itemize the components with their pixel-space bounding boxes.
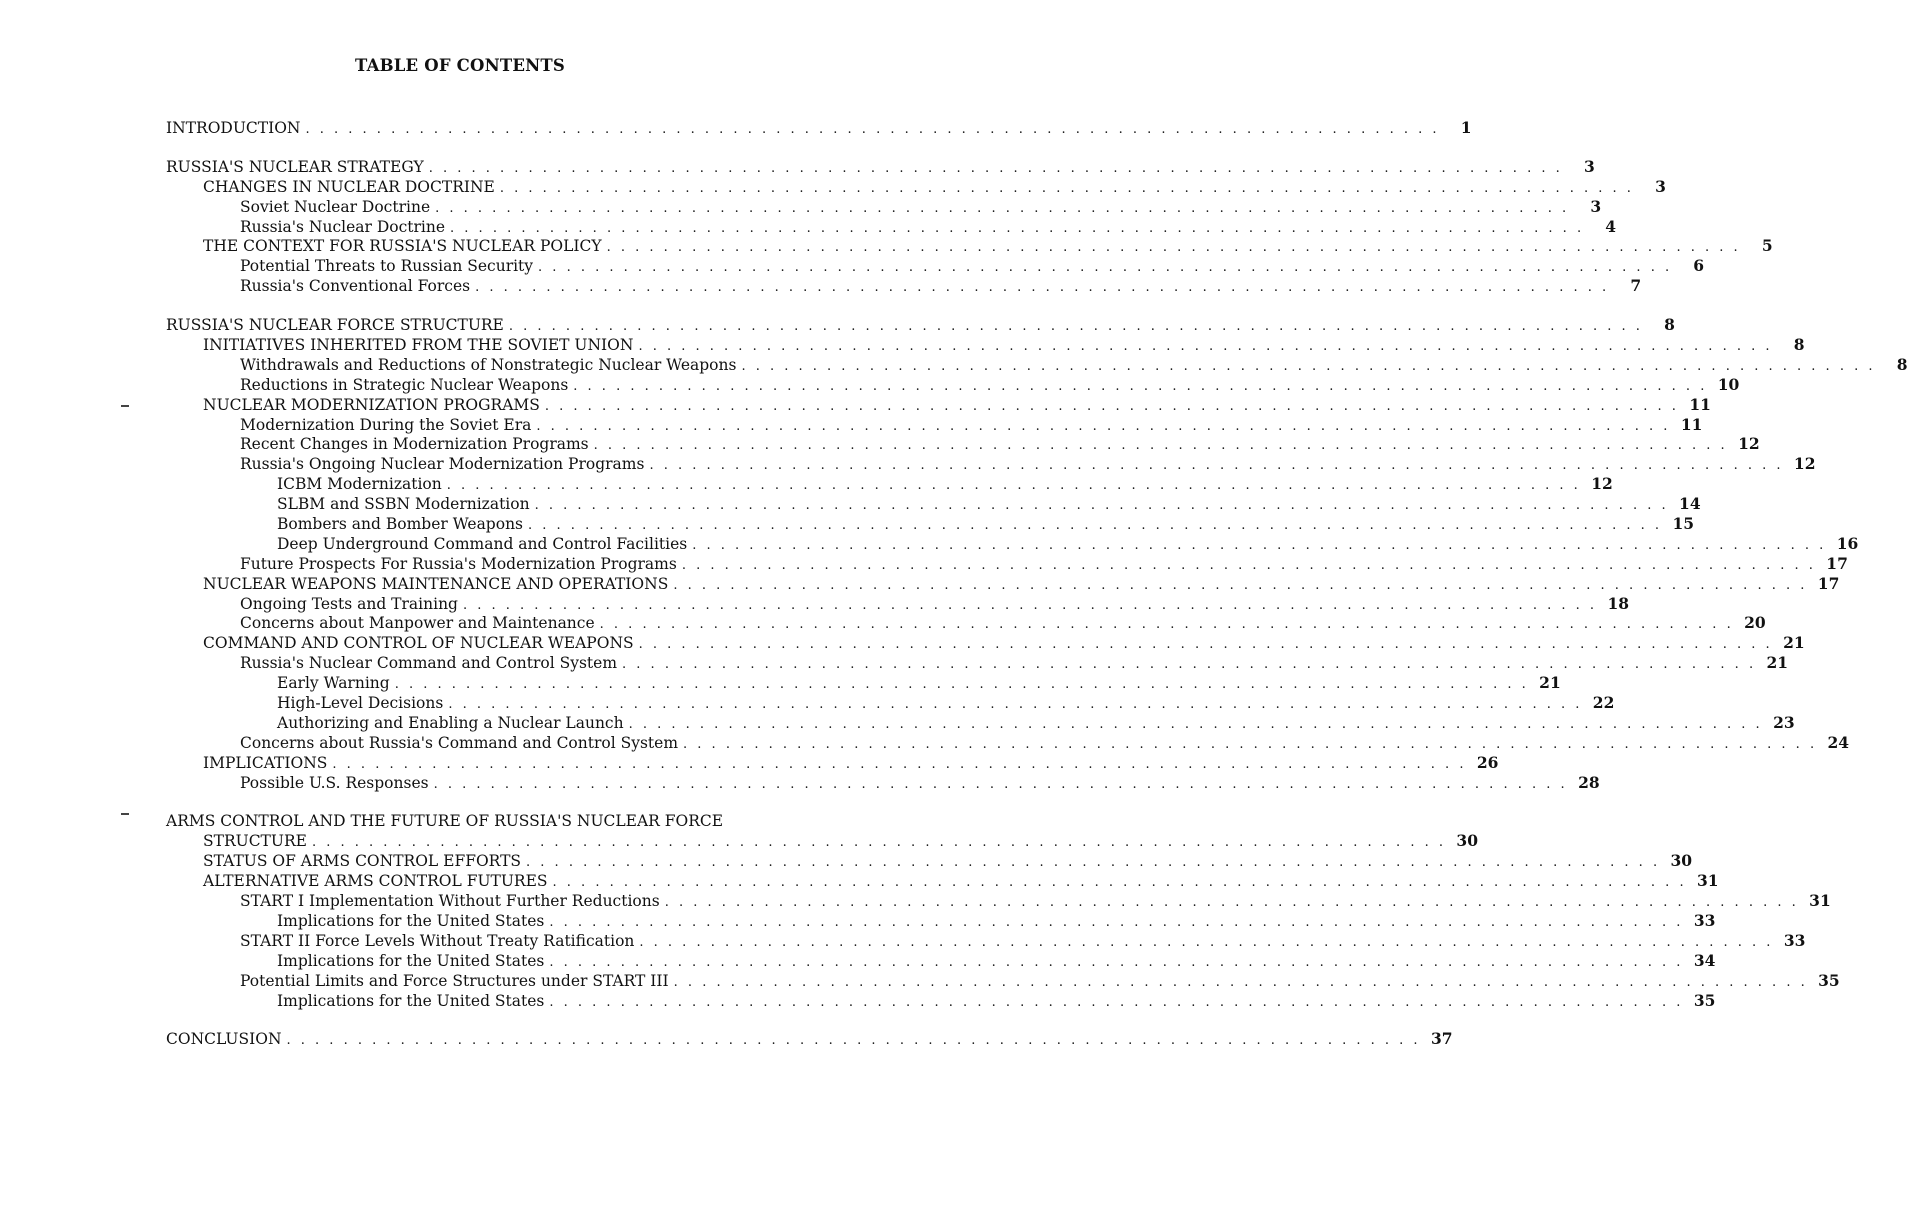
toc-entry-title: Implications for the United States — [277, 991, 545, 1010]
toc-page-number: 12 — [1793, 454, 1816, 474]
dot-leader: . . . . . . . . . . . . . . . . . . . . . . . . . . . . . . . . . . . . . . . . . . . . . . . . . . . . . . . . . . . . . . . . . . . . . . . . . . . . . . . . — [638, 339, 1773, 355]
toc-entry-title: Future Prospects For Russia's Modernization Programs — [240, 554, 677, 573]
dot-leader: . . . . . . . . . . . . . . . . . . . . . . . . . . . . . . . . . . . . . . . . . . . . . . . . . . . . . . . . . . . . . . . . . . . . . . . . . . . . . . . . — [462, 597, 1598, 613]
dot-leader: . . . . . . . . . . . . . . . . . . . . . . . . . . . . . . . . . . . . . . . . . . . . . . . . . . . . . . . . . . . . . . . . . . . . . . . . . . . . . . . . — [528, 518, 1663, 534]
dot-leader: . . . . . . . . . . . . . . . . . . . . . . . . . . . . . . . . . . . . . . . . . . . . . . . . . . . . . . . . . . . . . . . . . . . . . . . . . . . . . . . . — [606, 240, 1741, 256]
dot-leader: . . . . . . . . . . . . . . . . . . . . . . . . . . . . . . . . . . . . . . . . . . . . . . . . . . . . . . . . . . . . . . . . . . . . . . . . . . . . . . . . — [573, 378, 1708, 394]
toc-page-number: 8 — [1896, 354, 1907, 374]
toc-page-number: 31 — [1697, 871, 1719, 891]
toc-entry[interactable] — [166, 533, 1859, 554]
toc-entry[interactable] — [166, 216, 1617, 237]
dot-leader: . . . . . . . . . . . . . . . . . . . . . . . . . . . . . . . . . . . . . . . . . . . . . . . . . . . . . . . . . . . . . . . . . . . . . . . . . . . . . . . . — [673, 974, 1808, 990]
toc-entry-title: CONCLUSION — [166, 1030, 282, 1049]
toc-entry[interactable] — [166, 732, 1850, 753]
toc-page-number: 12 — [1738, 434, 1760, 454]
toc-entry-title: Possible U.S. Responses — [240, 773, 429, 792]
toc-entry-title: Potential Threats to Russian Security — [240, 257, 534, 276]
toc-page-number: 22 — [1592, 693, 1615, 713]
toc-entry[interactable] — [166, 256, 1705, 276]
toc-entry-title: COMMAND AND CONTROL OF NUCLEAR WEAPONS — [203, 634, 634, 653]
dot-leader: . . . . . . . . . . . . . . . . . . . . . . . . . . . . . . . . . . . . . . . . . . . . . . . . . . . . . . . . . . . . . . . . . . . . . . . . . . . . . . . . — [628, 716, 1763, 732]
dot-leader: . . . . . . . . . . . . . . . . . . . . . . . . . . . . . . . . . . . . . . . . . . . . . . . . . . . . . . . . . . . . . . . . . . . . . . . . . . . . . . . . — [536, 418, 1671, 434]
toc-page-number: 10 — [1717, 374, 1740, 394]
toc-entry[interactable] — [166, 871, 1719, 891]
toc-entry[interactable] — [166, 414, 1703, 435]
toc-page-number: 18 — [1607, 593, 1630, 613]
toc-page-number: 12 — [1591, 474, 1613, 494]
toc-entry-title: Russia's Ongoing Nuclear Modernization Programs — [240, 455, 645, 474]
toc-entry[interactable] — [166, 374, 1740, 395]
toc-entry[interactable] — [166, 712, 1795, 733]
section-gap — [166, 793, 780, 812]
margin-mark — [121, 405, 129, 407]
toc-entry-title: NUCLEAR WEAPONS MAINTENANCE AND OPERATIONS — [203, 574, 669, 593]
toc-page-number: 28 — [1578, 772, 1600, 792]
toc-entry-title: CHANGES IN NUCLEAR DOCTRINE — [203, 177, 495, 196]
toc-entry[interactable] — [166, 494, 1701, 514]
toc-entry[interactable] — [166, 394, 1711, 415]
toc-entry-title: ICBM Modernization — [277, 475, 442, 494]
toc-entry-title: INTRODUCTION — [166, 119, 301, 137]
dot-leader: . . . . . . . . . . . . . . . . . . . . . . . . . . . . . . . . . . . . . . . . . . . . . . . . . . . . . . . . . . . . . . . . . . . . . . . . . . . . . . . . — [475, 280, 1610, 296]
toc-entry[interactable] — [166, 553, 1848, 574]
toc-page-number: 3 — [1655, 176, 1666, 196]
toc-entry-title: RUSSIA'S NUCLEAR STRATEGY — [166, 157, 424, 176]
toc-page-number: 5 — [1761, 236, 1773, 256]
toc-entry[interactable] — [166, 454, 1816, 474]
dot-leader: . . . . . . . . . . . . . . . . . . . . . . . . . . . . . . . . . . . . . . . . . . . . . . . . . . . . . . . . . . . . . . . . . . . . . . . . . . . . . . . . — [534, 498, 1669, 514]
toc-page-number: 11 — [1689, 394, 1711, 414]
dot-leader: . . . . . . . . . . . . . . . . . . . . . . . . . . . . . . . . . . . . . . . . . . . . . . . . . . . . . . . . . . . . . . . . . . . . . . . . . . . . . . . . — [741, 358, 1876, 374]
dot-leader: . . . . . . . . . . . . . . . . . . . . . . . . . . . . . . . . . . . . . . . . . . . . . . . . . . . . . . . . . . . . . . . . . . . . . . . . . . . . . . . . — [683, 736, 1818, 752]
toc-entry[interactable] — [166, 156, 1595, 177]
section-gap — [166, 1010, 780, 1029]
toc-entry[interactable] — [166, 434, 1760, 454]
toc-entry-title: RUSSIA'S NUCLEAR FORCE STRUCTURE — [166, 316, 504, 335]
page-title: TABLE OF CONTENTS — [355, 56, 565, 75]
toc-page-number: 8 — [1664, 315, 1675, 335]
toc-page-number: 21 — [1766, 653, 1789, 673]
toc-entry[interactable] — [166, 196, 1602, 217]
dot-leader: . . . . . . . . . . . . . . . . . . . . . . . . . . . . . . . . . . . . . . . . . . . . . . . . . . . . . . . . . . . . . . . . . . . . . . . . . . . . . . . . — [499, 180, 1634, 196]
dot-leader: . . . . . . . . . . . . . . . . . . . . . . . . . . . . . . . . . . . . . . . . . . . . . . . . . . . . . . . . . . . . . . . . . . . . . . . . . . . . . . . . — [549, 914, 1684, 930]
dot-leader: . . . . . . . . . . . . . . . . . . . . . . . . . . . . . . . . . . . . . . . . . . . . . . . . . . . . . . . . . . . . . . . . . . . . . . . . . . . . . . . . — [446, 478, 1581, 494]
toc-entry-title: ARMS CONTROL AND THE FUTURE OF RUSSIA'S NUCLEAR FORCE — [166, 811, 724, 830]
toc-entry[interactable] — [166, 693, 1615, 713]
toc-entry[interactable] — [166, 335, 1805, 355]
toc-page-number: 17 — [1817, 573, 1840, 593]
toc-entry-title: STRUCTURE — [203, 832, 307, 851]
toc-page-number: 15 — [1672, 514, 1695, 534]
toc-entry[interactable] — [166, 990, 1716, 1011]
toc-page-number: 21 — [1539, 673, 1561, 693]
toc-page-number: 7 — [1630, 276, 1642, 296]
toc-entry[interactable] — [166, 910, 1716, 931]
dot-leader: . . . . . . . . . . . . . . . . . . . . . . . . . . . . . . . . . . . . . . . . . . . . . . . . . . . . . . . . . . . . . . . . . . . . . . . . . . . . . . . . — [681, 557, 1816, 573]
dot-leader: . . . . . . . . . . . . . . . . . . . . . . . . . . . . . . . . . . . . . . . . . . . . . . . . . . . . . . . . . . . . . . . . . . . . . . . . . . . . . . . . — [692, 537, 1827, 553]
dot-leader: . . . . . . . . . . . . . . . . . . . . . . . . . . . . . . . . . . . . . . . . . . . . . . . . . . . . . . . . . . . . . . . . . . . . . . . . . . . . . . . . — [639, 934, 1774, 950]
toc-page-number: 34 — [1693, 950, 1716, 970]
toc-entry-title: Soviet Nuclear Doctrine — [240, 197, 431, 216]
toc-entry-title: Russia's Nuclear Command and Control System — [240, 654, 618, 673]
toc-page-number: 6 — [1693, 256, 1705, 276]
margin-mark — [121, 813, 129, 815]
toc-page-number: 17 — [1826, 553, 1848, 573]
toc-page-number: 30 — [1670, 851, 1693, 871]
toc-entry[interactable] — [166, 613, 1766, 633]
toc-entry-title: Recent Changes in Modernization Programs — [240, 435, 589, 454]
toc-entry[interactable] — [166, 633, 1805, 653]
section-gap — [166, 138, 780, 157]
dot-leader: . . . . . . . . . . . . . . . . . . . . . . . . . . . . . . . . . . . . . . . . . . . . . . . . . . . . . . . . . . . . . . . . . . . . . . . . . . . . . . . . — [311, 835, 1446, 851]
dot-leader: . . . . . . . . . . . . . . . . . . . . . . . . . . . . . . . . . . . . . . . . . . . . . . . . . . . . . . . . . . . . . . . . . . . . . . . . . . . . . . . . — [538, 260, 1673, 276]
dot-leader: . . . . . . . . . . . . . . . . . . . . . . . . . . . . . . . . . . . . . . . . . . . . . . . . . . . . . . . . . . . . . . . . . . . . . . . . . . . . . . . . — [448, 697, 1583, 713]
toc-entry[interactable] — [166, 118, 1472, 138]
toc-entry[interactable] — [166, 950, 1716, 971]
dot-leader: . . . . . . . . . . . . . . . . . . . . . . . . . . . . . . . . . . . . . . . . . . . . . . . . . . . . . . . . . . . . . . . . . . . . . . . . . . . . . . . . — [332, 756, 1467, 772]
toc-entry[interactable] — [166, 474, 1613, 494]
toc-entry-title: Deep Underground Command and Control Facilities — [277, 534, 688, 553]
toc-entry-title: Russia's Nuclear Doctrine — [240, 217, 446, 236]
toc-entry-title: Modernization During the Soviet Era — [240, 415, 532, 434]
toc-page-number: 21 — [1783, 633, 1805, 653]
dot-leader: . . . . . . . . . . . . . . . . . . . . . . . . . . . . . . . . . . . . . . . . . . . . . . . . . . . . . . . . . . . . . . . . . . . . . . . . . . . . . . . . — [593, 438, 1728, 454]
dot-leader: . . . . . . . . . . . . . . . . . . . . . . . . . . . . . . . . . . . . . . . . . . . . . . . . . . . . . . . . . . . . . . . . . . . . . . . . . . . . . . . . — [664, 895, 1799, 911]
toc-entry-title: Russia's Conventional Forces — [240, 277, 471, 296]
toc-entry[interactable] — [166, 236, 1773, 256]
dot-leader: . . . . . . . . . . . . . . . . . . . . . . . . . . . . . . . . . . . . . . . . . . . . . . . . . . . . . . . . . . . . . . . . . . . . . . . . . . . . . . . . — [622, 657, 1757, 673]
dot-leader: . . . . . . . . . . . . . . . . . . . . . . . . . . . . . . . . . . . . . . . . . . . . . . . . . . . . . . . . . . . . . . . . . . . . . . . . . . . . . . . . — [305, 122, 1440, 137]
table-of-contents — [166, 118, 1907, 1049]
toc-page-number: 31 — [1809, 891, 1831, 911]
toc-page-number: 26 — [1476, 752, 1499, 772]
toc-entry-title: START II Force Levels Without Treaty Ratification — [240, 931, 635, 950]
toc-page-number: 1 — [1460, 118, 1472, 137]
toc-entry[interactable] — [166, 354, 1907, 375]
toc-entry-title: IMPLICATIONS — [203, 753, 328, 772]
toc-entry[interactable] — [166, 673, 1561, 693]
toc-entry-title: Withdrawals and Reductions of Nonstrategic Nuclear Weapons — [240, 355, 737, 374]
toc-entry[interactable] — [166, 514, 1695, 534]
toc-entry-title: Concerns about Russia's Command and Control System — [240, 733, 679, 752]
toc-entry-title: NUCLEAR MODERNIZATION PROGRAMS — [203, 395, 540, 414]
dot-leader: . . . . . . . . . . . . . . . . . . . . . . . . . . . . . . . . . . . . . . . . . . . . . . . . . . . . . . . . . . . . . . . . . . . . . . . . . . . . . . . . — [549, 954, 1684, 970]
toc-entry-title: Implications for the United States — [277, 951, 545, 970]
toc-entry-title: START I Implementation Without Further Reductions — [240, 892, 660, 911]
dot-leader: . . . . . . . . . . . . . . . . . . . . . . . . . . . . . . . . . . . . . . . . . . . . . . . . . . . . . . . . . . . . . . . . . . . . . . . . . . . . . . . . — [544, 398, 1679, 414]
toc-entry-title: INITIATIVES INHERITED FROM THE SOVIET UNION — [203, 336, 634, 355]
toc-entry-title: Reductions in Strategic Nuclear Weapons — [240, 375, 569, 394]
toc-entry[interactable] — [166, 1029, 1453, 1049]
toc-entry[interactable] — [166, 891, 1831, 911]
toc-entry-title: SLBM and SSBN Modernization — [277, 495, 530, 514]
toc-entry-title: High-Level Decisions — [277, 694, 444, 713]
toc-entry-title: Bombers and Bomber Weapons — [277, 515, 524, 534]
toc-page-number: 35 — [1693, 990, 1716, 1010]
toc-entry-title: Concerns about Manpower and Maintenance — [240, 614, 595, 633]
toc-entry[interactable] — [166, 276, 1642, 296]
toc-entry-title: ALTERNATIVE ARMS CONTROL FUTURES — [203, 872, 548, 891]
toc-page-number: 20 — [1744, 613, 1766, 633]
toc-entry-title: Potential Limits and Force Structures under START III — [240, 971, 669, 990]
dot-leader: . . . . . . . . . . . . . . . . . . . . . . . . . . . . . . . . . . . . . . . . . . . . . . . . . . . . . . . . . . . . . . . . . . . . . . . . . . . . . . . . — [638, 637, 1773, 653]
dot-leader: . . . . . . . . . . . . . . . . . . . . . . . . . . . . . . . . . . . . . . . . . . . . . . . . . . . . . . . . . . . . . . . . . . . . . . . . . . . . . . . . — [549, 994, 1684, 1010]
toc-page-number: 33 — [1783, 930, 1806, 950]
toc-entry[interactable] — [166, 315, 1675, 335]
toc-entry-title: STATUS OF ARMS CONTROL EFFORTS — [203, 852, 522, 871]
toc-entry[interactable] — [166, 831, 1478, 851]
toc-page-number: 30 — [1456, 831, 1478, 851]
toc-page-number: 11 — [1680, 414, 1703, 434]
toc-page-number: 35 — [1818, 970, 1840, 990]
toc-page-number: 37 — [1430, 1029, 1453, 1049]
toc-page-number: 33 — [1693, 910, 1716, 930]
dot-leader: . . . . . . . . . . . . . . . . . . . . . . . . . . . . . . . . . . . . . . . . . . . . . . . . . . . . . . . . . . . . . . . . . . . . . . . . . . . . . . . . — [552, 875, 1687, 891]
toc-page-number: 3 — [1583, 156, 1595, 176]
toc-entry-title: Authorizing and Enabling a Nuclear Launch — [277, 713, 624, 732]
toc-entry[interactable] — [166, 752, 1499, 773]
dot-leader: . . . . . . . . . . . . . . . . . . . . . . . . . . . . . . . . . . . . . . . . . . . . . . . . . . . . . . . . . . . . . . . . . . . . . . . . . . . . . . . . — [649, 458, 1784, 474]
dot-leader: . . . . . . . . . . . . . . . . . . . . . . . . . . . . . . . . . . . . . . . . . . . . . . . . . . . . . . . . . . . . . . . . . . . . . . . . . . . . . . . . — [508, 319, 1643, 335]
toc-page-number: 16 — [1836, 533, 1859, 553]
dot-leader: . . . . . . . . . . . . . . . . . . . . . . . . . . . . . . . . . . . . . . . . . . . . . . . . . . . . . . . . . . . . . . . . . . . . . . . . . . . . . . . . — [450, 220, 1585, 236]
toc-entry-title: Implications for the United States — [277, 911, 545, 930]
toc-page-number: 8 — [1793, 335, 1805, 355]
toc-page-number: 23 — [1773, 712, 1795, 732]
toc-entry[interactable] — [166, 176, 1666, 197]
toc-entry[interactable] — [166, 970, 1840, 991]
toc-entry-title: Early Warning — [277, 674, 390, 693]
dot-leader: . . . . . . . . . . . . . . . . . . . . . . . . . . . . . . . . . . . . . . . . . . . . . . . . . . . . . . . . . . . . . . . . . . . . . . . . . . . . . . . . — [435, 200, 1570, 216]
toc-entry[interactable] — [166, 812, 780, 832]
toc-entry[interactable] — [166, 930, 1806, 951]
dot-leader: . . . . . . . . . . . . . . . . . . . . . . . . . . . . . . . . . . . . . . . . . . . . . . . . . . . . . . . . . . . . . . . . . . . . . . . . . . . . . . . . — [526, 855, 1661, 871]
toc-entry[interactable] — [166, 573, 1840, 594]
toc-entry[interactable] — [166, 772, 1600, 793]
dot-leader: . . . . . . . . . . . . . . . . . . . . . . . . . . . . . . . . . . . . . . . . . . . . . . . . . . . . . . . . . . . . . . . . . . . . . . . . . . . . . . . . — [433, 776, 1568, 792]
toc-page-number: 4 — [1605, 216, 1617, 236]
dot-leader: . . . . . . . . . . . . . . . . . . . . . . . . . . . . . . . . . . . . . . . . . . . . . . . . . . . . . . . . . . . . . . . . . . . . . . . . . . . . . . . . — [286, 1033, 1421, 1049]
section-gap — [166, 296, 780, 315]
dot-leader: . . . . . . . . . . . . . . . . . . . . . . . . . . . . . . . . . . . . . . . . . . . . . . . . . . . . . . . . . . . . . . . . . . . . . . . . . . . . . . . . — [394, 677, 1529, 693]
dot-leader: . . . . . . . . . . . . . . . . . . . . . . . . . . . . . . . . . . . . . . . . . . . . . . . . . . . . . . . . . . . . . . . . . . . . . . . . . . . . . . . . — [428, 160, 1563, 176]
toc-entry-title: THE CONTEXT FOR RUSSIA'S NUCLEAR POLICY — [203, 237, 602, 256]
toc-entry[interactable] — [166, 851, 1693, 871]
toc-entry[interactable] — [166, 593, 1630, 614]
dot-leader: . . . . . . . . . . . . . . . . . . . . . . . . . . . . . . . . . . . . . . . . . . . . . . . . . . . . . . . . . . . . . . . . . . . . . . . . . . . . . . . . — [673, 577, 1808, 593]
toc-page-number: 24 — [1827, 732, 1850, 752]
toc-page-number: 14 — [1679, 494, 1701, 514]
dot-leader: . . . . . . . . . . . . . . . . . . . . . . . . . . . . . . . . . . . . . . . . . . . . . . . . . . . . . . . . . . . . . . . . . . . . . . . . . . . . . . . . — [599, 617, 1734, 633]
toc-page-number: 3 — [1590, 196, 1602, 216]
toc-entry-title: Ongoing Tests and Training — [240, 594, 458, 613]
toc-entry[interactable] — [166, 653, 1789, 673]
